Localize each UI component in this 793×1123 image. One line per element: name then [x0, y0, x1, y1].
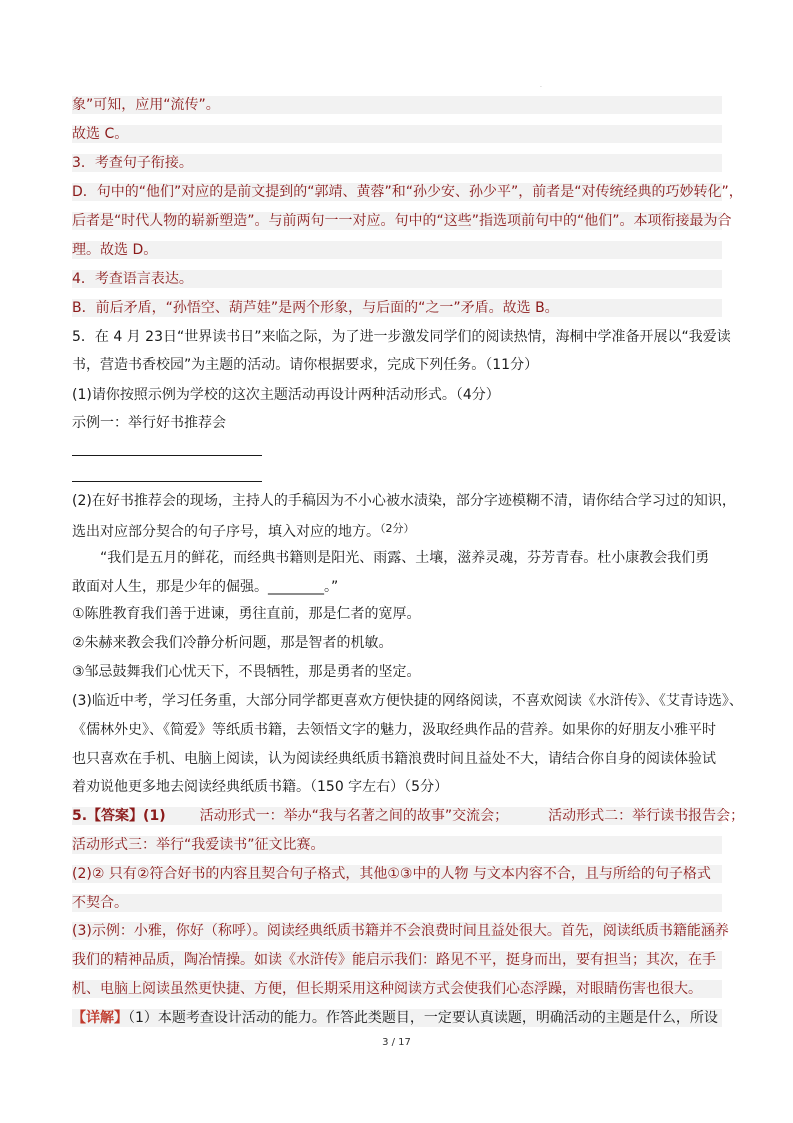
passage-line: “我们是五月的鲜花，而经典书籍则是阳光、雨露、土壤，滋养灵魂，芬芳青春。杜小康教会我们勇 [100, 550, 710, 566]
question-line: 《儒林外史》、《简爱》等纸质书籍，去领悟文字的魅力，汲取经典作品的营养。如果你的好朋友小雅平时 [72, 722, 716, 738]
answer-line: (2)② 只有②符合好书的内容且契合句子格式，其他①③中的人物 与文本内容不合，且与所给的句子格式 [72, 865, 722, 883]
option-line: ③邹忌鼓舞我们心忧天下，不畏牺牲，那是勇者的坚定。 [72, 664, 421, 680]
detail-line [72, 1009, 722, 1027]
question-text: 选出对应部分契合的句子序号，填入对应的地方。 [72, 524, 380, 540]
text-line: 理。故选 D。 [72, 241, 722, 259]
text-line: 3．考查句子衔接。 [72, 154, 722, 172]
answer-line: 我们的精神品质，陶冶情操。如读《水浒传》能启示我们：路见不平，挺身而出，要有担当；其次，在手 [72, 951, 722, 969]
page-number: 3 / 17 [382, 1037, 411, 1048]
question-line: (1)请你按照示例为学校的这次主题活动再设计两种活动形式。（4分） [72, 387, 500, 403]
passage-text: 敢面对人生，那是少年的倔强。 [72, 579, 268, 595]
question-line: 5．在 4 月 23日“世界读书日”来临之际，为了进一步激发同学们的阅读热情，海桐中学准备开展以“我爱读 [72, 329, 731, 345]
question-line: 书，营造书香校园”为主题的活动。请你根据要求，完成下列任务。（11分） [72, 357, 539, 373]
question-line: (3)临近中考，学习任务重，大部分同学都更喜欢方便快捷的网络阅读，不喜欢阅读《水浒传》、《艾青诗选》、 [72, 693, 743, 709]
option-line: ②朱赫来教会我们冷静分析问题，那是智者的机敏。 [72, 635, 393, 651]
question-line [72, 520, 722, 541]
detail-label: 【详解】 [72, 1010, 128, 1026]
answer-line: 活动形式三：举行“我爱读书”征文比赛。 [72, 836, 722, 854]
option-line: ①陈胜教育我们善于进谏，勇往直前，那是仁者的宽厚。 [72, 606, 421, 622]
scan-dot: · [540, 84, 542, 91]
fill-blank: ________ [268, 579, 324, 595]
detail-text: （1）本题考查设计活动的能力。作答此类题目，一定要认真读题，明确活动的主题是什么，所设 [128, 1010, 718, 1026]
text-line: D．句中的“他们”对应的是前文提到的“郭靖、黄蓉”和“孙少安、孙少平”，前者是“对传统经典的巧妙转化”， [72, 184, 743, 200]
answer-blank-line [72, 481, 262, 482]
answer-line: 机、电脑上阅读虽然更快捷、方便，但长期采用这种阅读方式会使我们心态浮躁，对眼睛伤害也很大。 [72, 980, 722, 998]
answer-label: 5.【答案】(1) [72, 808, 166, 824]
text-line: 故选 C。 [72, 125, 722, 143]
text-line: B．前后矛盾，“孙悟空、葫芦娃”是两个形象，与后面的“之一”矛盾。故选 B。 [72, 299, 722, 317]
question-line: 也只喜欢在手机、电脑上阅读，认为阅读经典纸质书籍浪费时间且益处不大，请结合你自身的阅读体验试 [72, 751, 716, 767]
answer-line [72, 807, 745, 825]
answer-line: 不契合。 [72, 894, 722, 912]
score-label: （2分） [380, 522, 415, 535]
text-line: 象”可知，应用“流传”。 [72, 96, 722, 114]
passage-line [72, 578, 722, 596]
question-line: 示例一：举行好书推荐会 [72, 415, 226, 431]
text-line: 后者是“时代人物的崭新塑造”。与前两句一一对应。句中的“这些”指选项前句中的“他们”。本项衔接最为合 [72, 213, 732, 229]
question-line: 着劝说他更多地去阅读经典纸质书籍。（150 字左右）（5分） [72, 779, 449, 795]
passage-text: 。” [324, 579, 339, 595]
answer-line: (3)示例：小雅，你好（称呼）。阅读经典纸质书籍并不会浪费时间且益处很大。首先，阅读纸质书籍能涵养 [72, 923, 729, 939]
text-line: 4．考查语言表达。 [72, 270, 722, 288]
answer-text: 活动形式二：举行读书报告会； [548, 808, 745, 824]
question-line: (2)在好书推荐会的现场，主持人的手稿因为不小心被水渍染，部分字迹模糊不清，请你结合学习过的知识， [72, 493, 736, 509]
answer-text: 活动形式一：举办“我与名著之间的故事”交流会； [199, 808, 509, 824]
answer-blank-line [72, 455, 262, 456]
